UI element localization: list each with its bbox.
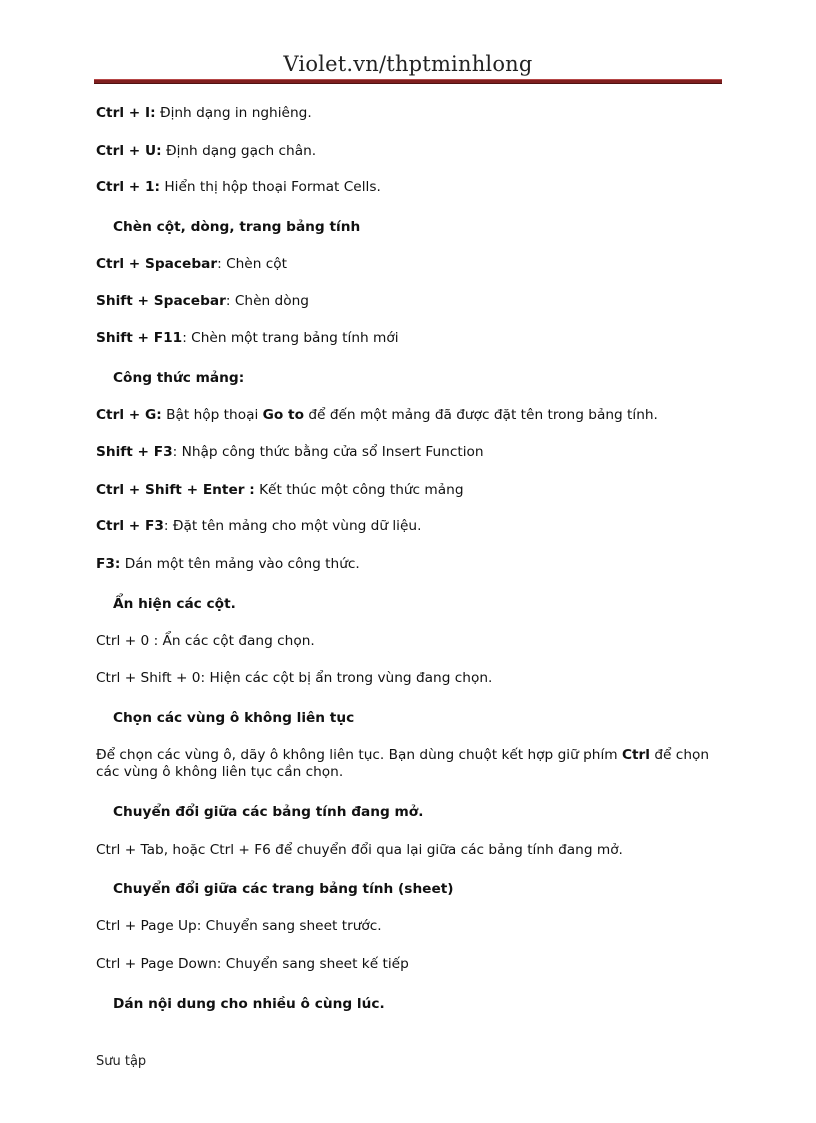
shortcut-desc: : Chèn một trang bảng tính mới — [182, 330, 399, 346]
section-heading-hide-columns: Ẩn hiện các cột. — [113, 596, 236, 612]
goto-label: Go to — [262, 407, 305, 423]
shortcut-desc: Kết thúc một công thức mảng — [254, 482, 464, 498]
section-heading-switch-workbooks: Chuyển đổi giữa các bảng tính đang mở. — [113, 804, 424, 820]
header-title: Violet.vn/thptminhlong — [283, 52, 533, 76]
header-rule — [94, 79, 722, 84]
shortcut-key: Ctrl + U: — [96, 143, 162, 159]
shortcut-key: Ctrl + F3 — [96, 518, 164, 534]
shortcut-desc: : Đặt tên mảng cho một vùng dữ liệu. — [163, 518, 422, 534]
ctrl-key-label: Ctrl — [621, 747, 650, 763]
paragraph-text: để chọn các vùng ô không liên tục cần chọn. — [96, 747, 710, 780]
shortcut-desc: Dán một tên mảng vào công thức. — [120, 556, 360, 572]
shortcut-line-array-enter — [96, 481, 736, 499]
footer-text: Sưu tập — [96, 1054, 147, 1069]
shortcut-line-insert-column — [96, 255, 736, 273]
shortcut-desc: : Chèn dòng — [225, 293, 309, 309]
shortcut-key: F3: — [96, 556, 121, 572]
shortcut-desc: : Chèn cột — [217, 256, 288, 272]
shortcut-key: Ctrl + G: — [96, 407, 162, 423]
shortcut-line-next-sheet: Ctrl + Page Down: Chuyển sang sheet kế tiếp — [96, 956, 409, 972]
shortcut-key: Shift + F3 — [96, 444, 173, 460]
shortcut-line-italic — [96, 104, 736, 122]
section-heading-array-formula: Công thức mảng: — [113, 370, 245, 386]
shortcut-line-prev-sheet: Ctrl + Page Up: Chuyển sang sheet trước. — [96, 918, 382, 934]
shortcut-desc: để đến một mảng đã được đặt tên trong bảng tính. — [304, 407, 658, 423]
shortcut-key: Ctrl + Shift + Enter : — [96, 482, 255, 498]
shortcut-line-hide-columns: Ctrl + 0 : Ẩn các cột đang chọn. — [96, 633, 315, 649]
shortcut-key: Ctrl + I: — [96, 105, 156, 121]
shortcut-line-insert-row — [96, 292, 736, 310]
shortcut-line-insert-sheet — [96, 329, 736, 347]
shortcut-key: Ctrl + 1: — [96, 179, 161, 195]
shortcut-line-format-cells — [96, 178, 736, 196]
section-heading-paste-multiple: Dán nội dung cho nhiều ô cùng lúc. — [113, 996, 385, 1012]
shortcut-key: Ctrl + Spacebar — [96, 256, 218, 272]
shortcut-line-underline — [96, 142, 736, 160]
paragraph-select-ranges — [96, 747, 726, 781]
section-heading-insert: Chèn cột, dòng, trang bảng tính — [113, 219, 361, 235]
shortcut-line-goto — [96, 406, 736, 424]
shortcut-desc: Hiển thị hộp thoại Format Cells. — [160, 179, 381, 195]
shortcut-line-insert-function — [96, 443, 736, 461]
shortcut-desc: Định dạng gạch chân. — [161, 143, 317, 159]
section-heading-select-ranges: Chọn các vùng ô không liên tục — [113, 710, 355, 726]
shortcut-key: Shift + F11 — [96, 330, 183, 346]
shortcut-line-paste-name — [96, 555, 736, 573]
shortcut-line-switch-workbooks: Ctrl + Tab, hoặc Ctrl + F6 để chuyển đổi qua lại giữa các bảng tính đang mở. — [96, 842, 623, 858]
shortcut-desc: Định dạng in nghiêng. — [155, 105, 312, 121]
shortcut-line-name-range — [96, 517, 736, 535]
shortcut-key: Shift + Spacebar — [96, 293, 226, 309]
section-heading-switch-sheets: Chuyển đổi giữa các trang bảng tính (sheet) — [113, 881, 454, 897]
shortcut-line-unhide-columns: Ctrl + Shift + 0: Hiện các cột bị ẩn trong vùng đang chọn. — [96, 670, 493, 686]
paragraph-text: Để chọn các vùng ô, dãy ô không liên tục. Bạn dùng chuột kết hợp giữ phím — [96, 747, 622, 763]
shortcut-desc: Bật hộp thoại — [161, 407, 263, 423]
shortcut-desc: : Nhập công thức bằng cửa sổ Insert Function — [172, 444, 484, 460]
